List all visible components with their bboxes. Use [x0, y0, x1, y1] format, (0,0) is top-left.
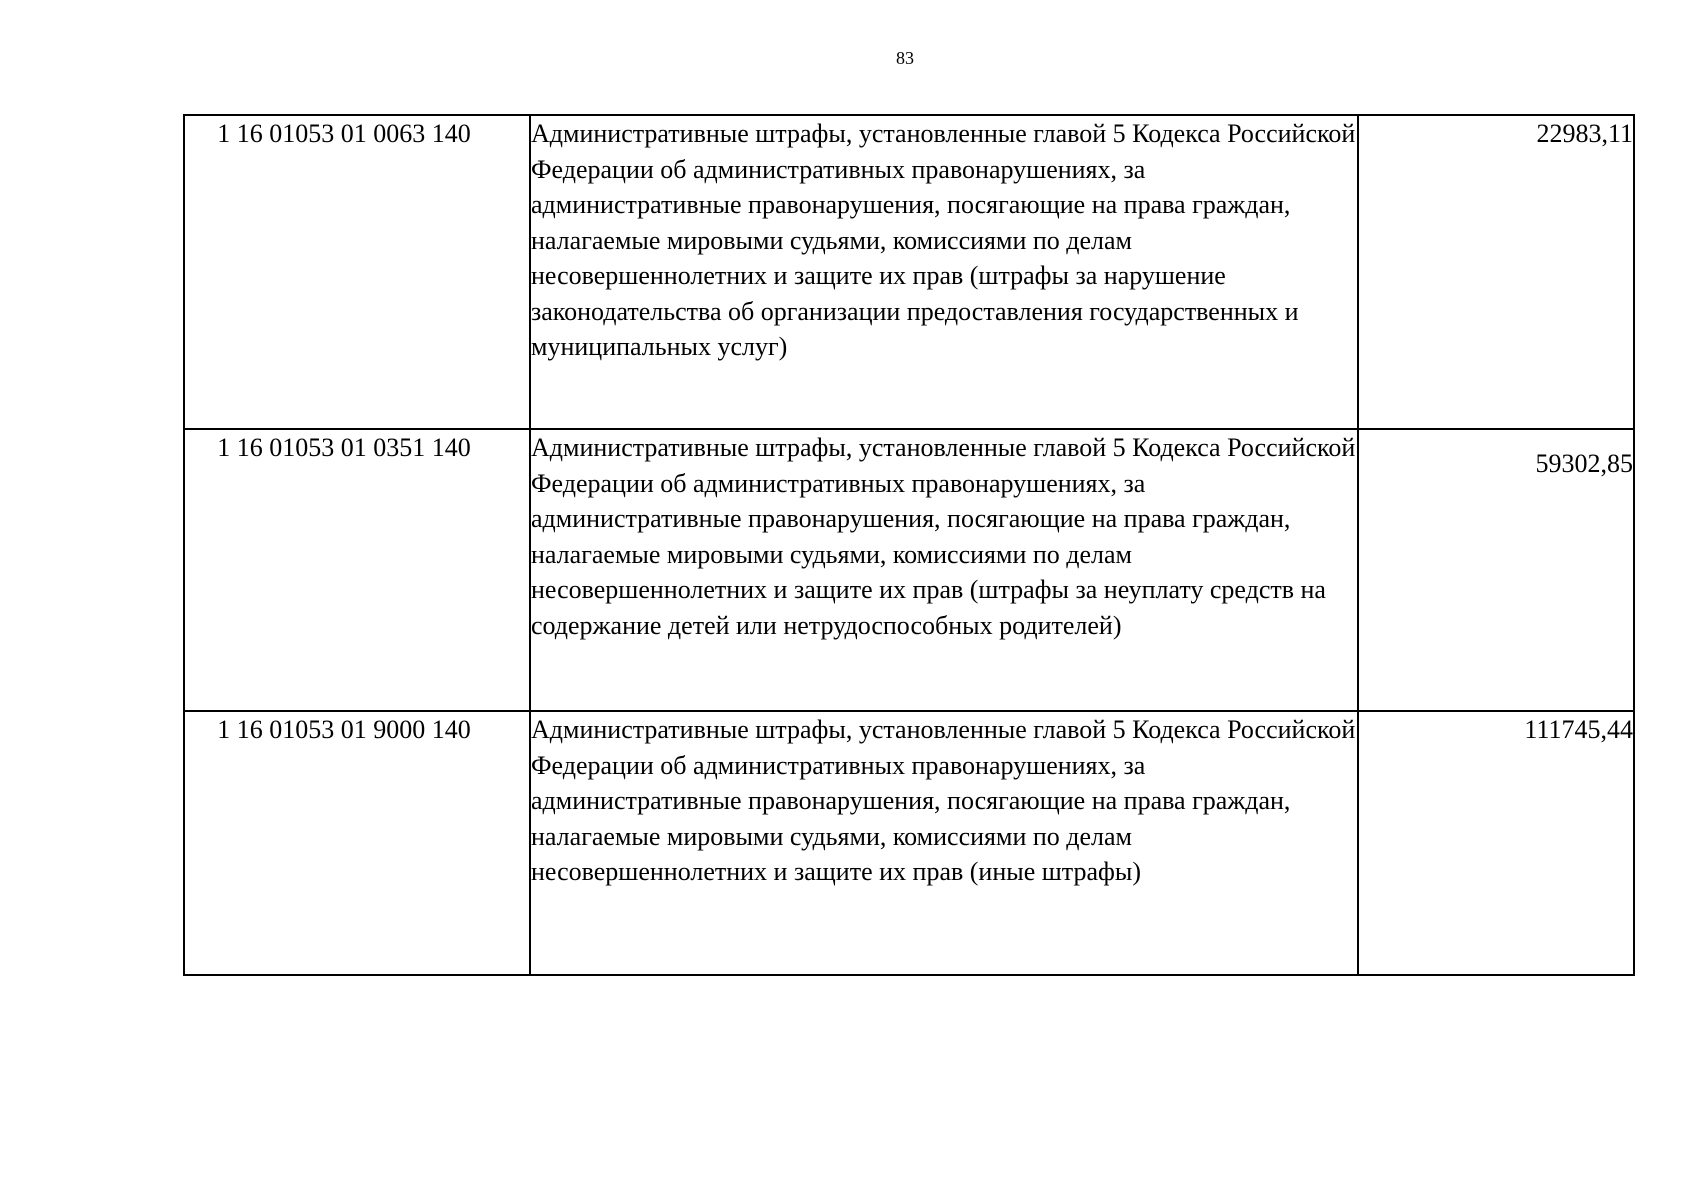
page-number: 83	[896, 48, 914, 68]
table-row	[184, 429, 1634, 711]
amount-cell: 59302,85	[1358, 429, 1634, 711]
description-cell: Административные штрафы, установленные главой 5 Кодекса Российской Федерации об административных правонарушениях, за административные правонарушения, посягающие на права граждан, налагаемые мировыми судьями, комиссиями по делам несовершеннолетних и защите их прав (штрафы за неуплату средств на содержание детей или нетрудоспособных родителей)	[530, 429, 1358, 711]
budget-code: 1 16 01053 01 0351 140	[217, 433, 471, 462]
table-row	[184, 711, 1634, 975]
budget-revenue-table	[183, 114, 1635, 976]
budget-code: 1 16 01053 01 9000 140	[217, 715, 471, 744]
description-cell: Административные штрафы, установленные главой 5 Кодекса Российской Федерации об административных правонарушениях, за административные правонарушения, посягающие на права граждан, налагаемые мировыми судьями, комиссиями по делам несовершеннолетних и защите их прав (иные штрафы)	[530, 711, 1358, 975]
budget-code: 1 16 01053 01 0063 140	[217, 119, 471, 148]
amount-cell: 22983,11	[1358, 115, 1634, 429]
amount-cell: 111745,44	[1358, 711, 1634, 975]
budget-code-cell	[184, 429, 530, 711]
budget-code-cell	[184, 711, 530, 975]
budget-code-cell	[184, 115, 530, 429]
description-cell: Административные штрафы, установленные главой 5 Кодекса Российской Федерации об административных правонарушениях, за административные правонарушения, посягающие на права граждан, налагаемые мировыми судьями, комиссиями по делам несовершеннолетних и защите их прав (штрафы за нарушение законодательства об организации предоставления государственных и муниципальных услуг)	[530, 115, 1358, 429]
table-row	[184, 115, 1634, 429]
